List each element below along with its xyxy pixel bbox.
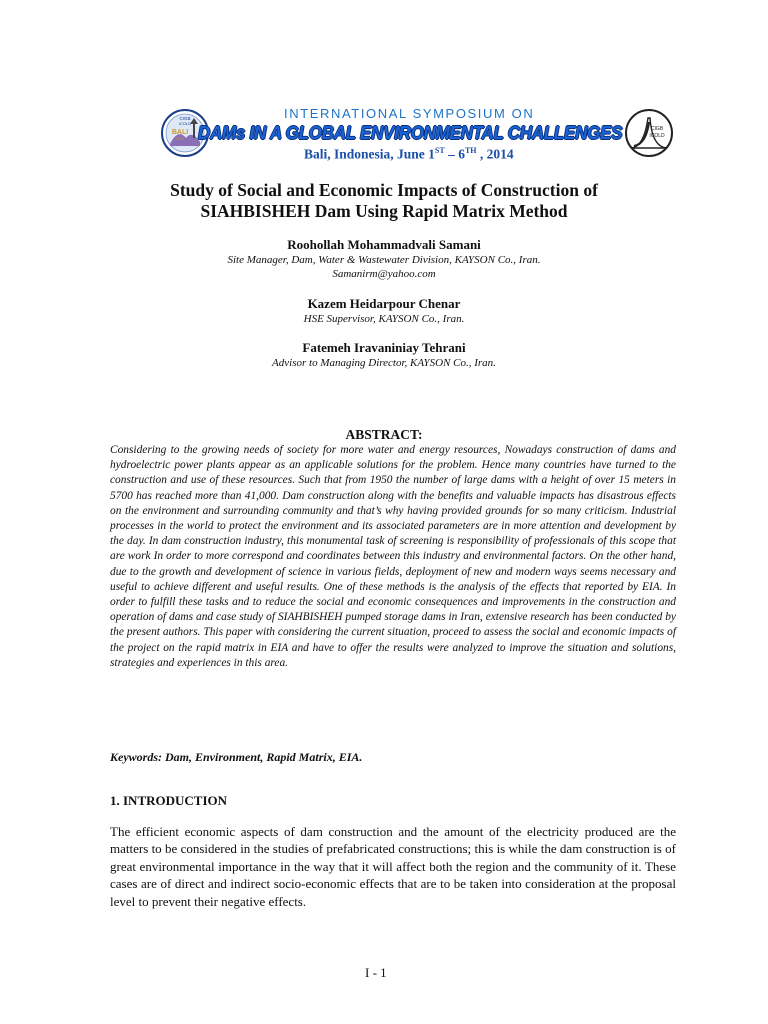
author-name-2: Kazem Heidarpour Chenar — [307, 296, 461, 311]
title-line-2: SIAHBISHEH Dam Using Rapid Matrix Method — [200, 201, 568, 221]
abstract-heading: ABSTRACT: — [345, 427, 423, 442]
date-prefix: Bali, Indonesia, June 1 — [304, 146, 435, 162]
keywords: Keywords: Dam, Environment, Rapid Matrix, EIA. — [110, 750, 363, 764]
logo-left-text-4: 2014 — [175, 136, 185, 141]
logo-left-text-3: BALI — [171, 129, 189, 136]
paper-title — [110, 180, 658, 222]
symposium-line: INTERNATIONAL SYMPOSIUM ON — [284, 106, 535, 121]
section-heading-introduction: 1. INTRODUCTION — [110, 793, 228, 808]
symposium-header — [150, 100, 665, 172]
introduction-paragraph: The efficient economic aspects of dam construction and the amount of the electricity produced are the matters to be considered in the studies of prefabricated constructions; this is while the dam construction is of great environmental importance in the way that it will affect both the region and the community of it. These cases are of direct and indirect socio-economic effects that are to be taken into consideration at the proposal level to prevent their negative effects. — [110, 824, 676, 909]
author-affiliation-2: HSE Supervisor, KAYSON Co., Iran. — [303, 313, 465, 325]
author-affiliation-3: Advisor to Managing Director, KAYSON Co., Iran. — [272, 357, 496, 369]
date-sup-2: TH — [464, 146, 477, 155]
date-mid: – 6 — [444, 146, 465, 162]
title-line-1: Study of Social and Economic Impacts of Construction of — [170, 180, 598, 200]
abstract-body: Considering to the growing needs of society for more water and energy resources, Nowadays construction of dams and hydroelectric power plants appear as an applicable solutions for the problem. Hence many countries have turned to the construction and use of these resources. Such that from 1950 the number of large dams with a height of over 15 meters in 5700 has reached more than 41,000. Dam construction along with the benefits and valuable impacts has disastrous effects on the environment and surrounding community and that’s why having provided grounds for so many criticism. Industrial processes in the world to protect the environment and its associated parameters are in more attention and development by the day. In dam construction industry, this monumental task of screening is responsibility of professionals of this scope that are work In order to more correspond and coordinates between this industry and environmental factors. On the other hand, due to the growth and development of science in various fields, deployment of new and modern ways seems necessary and useful to achieve different and useful results. One of these methods is the analysis of the effects that reported by EIA. In order to fulfill these tasks and to reduce the social and economic consequences and improvements in the construction and operation of dams and case study of SIAHBISHEH pumped storage dams in Iran, extensive research has been conducted by the present authors. This paper with considering the current situation, proceed to assess the social and economic impacts of the project on the rapid matrix in EIA and have to offer the results were analyzed to improve the situation and solutions, strategies and experiences in this area. — [110, 444, 676, 669]
symposium-dateline — [304, 146, 514, 163]
logo-right-text-1: CIGB — [650, 126, 664, 132]
date-suffix: , 2014 — [476, 146, 514, 162]
page-number: I - 1 — [365, 965, 387, 980]
logo-right-text-2: ICOLD — [649, 133, 665, 139]
date-sup-1: ST — [434, 146, 445, 155]
author-name-3: Fatemeh Iravaniniay Tehrani — [302, 340, 466, 355]
author-affiliation-1: Site Manager, Dam, Water & Wastewater Division, KAYSON Co., Iran. — [227, 254, 541, 266]
author-name-1: Roohollah Mohammadvali Samani — [287, 237, 481, 252]
symposium-banner: DAMs IN A GLOBAL ENVIRONMENTAL CHALLENGES — [198, 122, 623, 143]
logo-left-text-1: CIGB — [179, 116, 191, 121]
logo-left-text-2: ICOLD — [178, 121, 192, 126]
icold-logo-icon — [624, 108, 674, 158]
author-email-1[interactable]: Samanirm@yahoo.com — [332, 268, 436, 280]
